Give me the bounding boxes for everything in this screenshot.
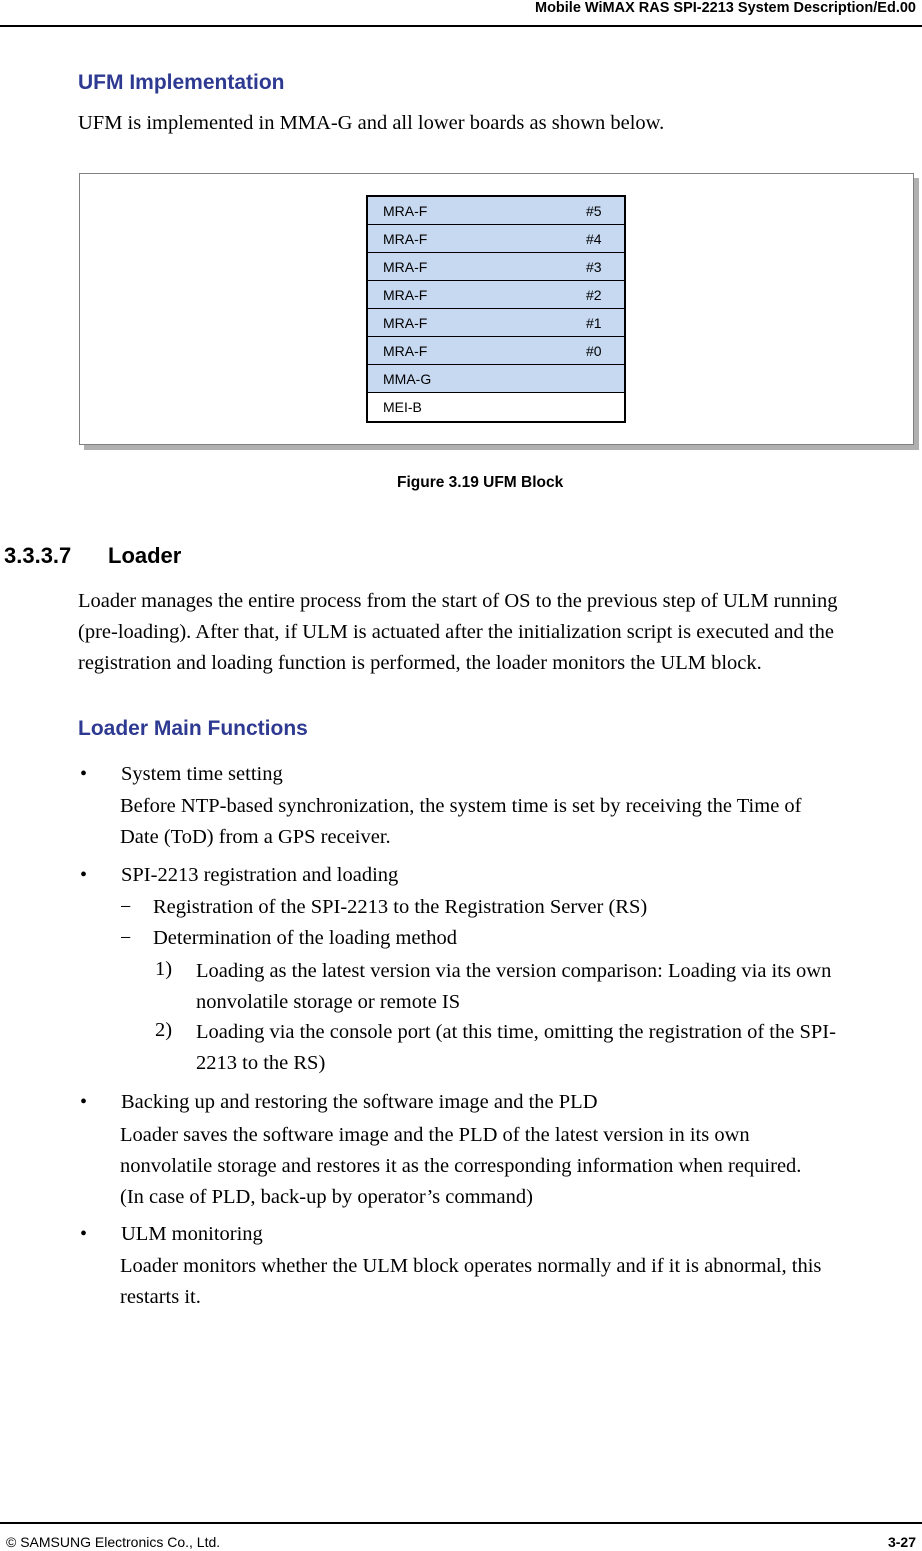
board-number: #0: [586, 343, 602, 359]
dash-icon: −: [120, 927, 132, 949]
sub-item: Registration of the SPI-2213 to the Registration Server (RS): [153, 896, 648, 918]
numbered-label: 2): [155, 1019, 173, 1041]
sub-item: Determination of the loading method: [153, 927, 458, 949]
bullet-icon: •: [80, 864, 88, 886]
loader-main-functions-heading: Loader Main Functions: [78, 717, 308, 740]
board-number: #5: [586, 203, 602, 219]
board-row: [368, 309, 624, 337]
bullet-icon: •: [80, 1223, 88, 1245]
board-number: #3: [586, 259, 602, 275]
numbered-line: Loading as the latest version via the version comparison: Loading via its own: [196, 960, 832, 982]
bullet-icon: •: [80, 1091, 88, 1113]
paragraph-line: (pre-loading). After that, if ULM is actuated after the initialization script is executed and the: [78, 621, 834, 643]
board-label: MRA-F: [383, 315, 428, 331]
bullet-description: [120, 1120, 910, 1213]
description-line: Loader saves the software image and the PLD of the latest version in its own: [120, 1124, 750, 1146]
board-row: [368, 225, 624, 253]
numbered-label: 1): [155, 958, 173, 980]
board-row: [368, 197, 624, 225]
board-label: MRA-F: [383, 259, 428, 275]
board-label: MRA-F: [383, 203, 428, 219]
board-label: MRA-F: [383, 231, 428, 247]
header-title: Mobile WiMAX RAS SPI-2213 System Description/Ed.00: [534, 0, 916, 16]
paragraph-line: registration and loading function is performed, the loader monitors the ULM block.: [78, 652, 762, 674]
description-line: Before NTP-based synchronization, the system time is set by receiving the Time of: [120, 795, 802, 817]
board-number: #1: [586, 315, 602, 331]
section-title: Loader: [108, 543, 182, 568]
ufm-intro: UFM is implemented in MMA-G and all lower boards as shown below.: [78, 112, 665, 134]
description-line: Date (ToD) from a GPS receiver.: [120, 826, 391, 848]
board-row: [368, 365, 624, 393]
bullet-title: Backing up and restoring the software image and the PLD: [121, 1091, 598, 1113]
footer-copyright: © SAMSUNG Electronics Co., Ltd.: [6, 1534, 221, 1550]
bullet-title: SPI-2213 registration and loading: [121, 864, 399, 886]
figure-caption: Figure 3.19 UFM Block: [397, 474, 564, 491]
loader-paragraph: [78, 586, 837, 679]
board-label: MRA-F: [383, 287, 428, 303]
ufm-board-stack: [366, 195, 626, 423]
numbered-item: [196, 956, 912, 1018]
board-row: [368, 281, 624, 309]
header-divider: [0, 25, 922, 27]
bullet-icon: •: [80, 763, 88, 785]
board-row: [368, 253, 624, 281]
section-heading: [4, 543, 181, 569]
description-line: restarts it.: [120, 1286, 201, 1308]
page-number: 3-27: [887, 1534, 916, 1550]
description-line: Loader monitors whether the ULM block operates normally and if it is abnormal, this: [120, 1255, 822, 1277]
section-number: 3.3.3.7: [4, 543, 72, 568]
dash-icon: −: [120, 896, 132, 918]
bullet-title: ULM monitoring: [121, 1223, 263, 1245]
description-line: (In case of PLD, back-up by operator’s command): [120, 1186, 533, 1208]
numbered-line: Loading via the console port (at this time, omitting the registration of the SPI-: [196, 1021, 836, 1043]
board-number: #2: [586, 287, 602, 303]
numbered-line: nonvolatile storage or remote IS: [196, 991, 461, 1013]
board-label: MRA-F: [383, 343, 428, 359]
bullet-description: [120, 1251, 910, 1313]
footer-divider: [0, 1522, 922, 1524]
ufm-heading: UFM Implementation: [78, 71, 285, 94]
numbered-item: [196, 1017, 912, 1079]
board-label: MMA-G: [383, 371, 432, 387]
bullet-description: [120, 791, 910, 853]
board-number: #4: [586, 231, 602, 247]
board-label: MEI-B: [383, 399, 422, 415]
numbered-line: 2213 to the RS): [196, 1052, 326, 1074]
board-row: [368, 393, 624, 421]
board-row: [368, 337, 624, 365]
bullet-title: System time setting: [121, 763, 283, 785]
paragraph-line: Loader manages the entire process from the start of OS to the previous step of ULM running: [78, 590, 838, 612]
description-line: nonvolatile storage and restores it as the corresponding information when required.: [120, 1155, 802, 1177]
